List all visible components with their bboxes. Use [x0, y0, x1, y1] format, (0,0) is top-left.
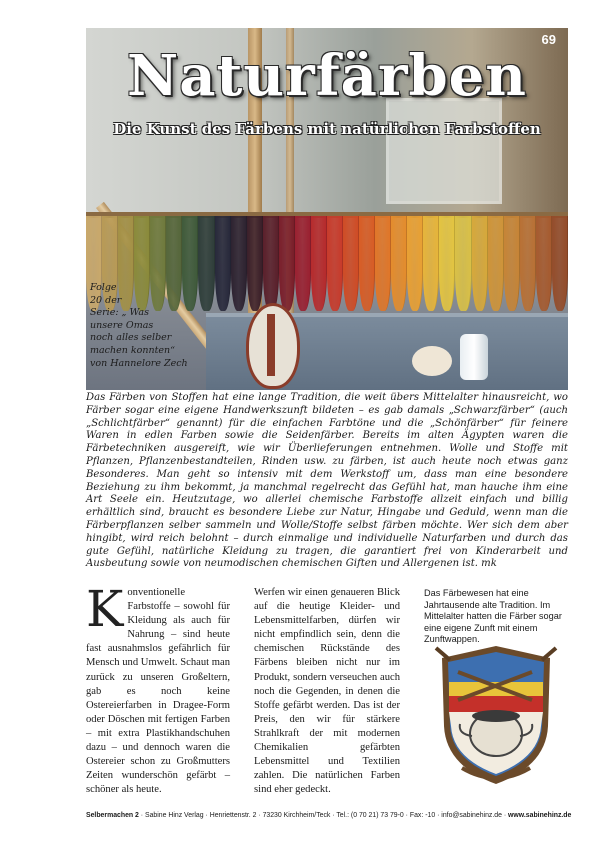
yarn-skein: [359, 216, 375, 311]
body-column-1: [86, 580, 230, 797]
yarn-skein: [455, 216, 471, 311]
yarn-skein: [198, 216, 214, 311]
yarn-skein: [407, 216, 423, 311]
series-note-line: 20 der: [90, 294, 122, 306]
yarn-skein: [520, 216, 536, 311]
series-note-line: von Hannelore Zech: [90, 357, 188, 369]
photo-shield: [246, 303, 300, 389]
yarn-skein: [295, 216, 311, 311]
photo-window: [386, 98, 502, 204]
footer-website-link[interactable]: www.sabinehinz.de: [508, 812, 572, 819]
yarn-skein: [552, 216, 568, 311]
series-note: [90, 282, 194, 370]
hero-photo: [86, 28, 568, 390]
yarn-skein: [215, 216, 231, 311]
yarn-skein: [343, 216, 359, 311]
page-title: Naturfärben: [127, 43, 527, 109]
yarn-skein: [423, 216, 439, 311]
series-note-line: machen konnten“: [90, 344, 175, 356]
series-note-line: unsere Omas: [90, 319, 154, 331]
yarn-skein: [391, 216, 407, 311]
page-footer: [86, 812, 572, 819]
footer-address: · Sabine Hinz Verlag · Henriettenstr. 2 · 73230 Kirchheim/Teck · Tel.: (0 70 21) 73 79-0 · Fax: -10 · info@sabinehinz.de ·: [138, 812, 509, 819]
body-column-2: Werfen wir einen genaueren Blick auf die heutige Kleider- und Lebensmittelfarben, dürfen wir nicht empfindlich sein, denn die chemischen Rückstände des Färbens bleiben nicht nur im Produkt, sondern verseuchen auch noch die Gegenden, in denen die Stoffe gefärbt werden. Das ist der Preis, den wir für stärkere Strahlkraft der mit modernen Chemikalien gefärbten Lebensmittel und Textilien zahlen. Die natürlichen Farben sind eher gedeckt.: [254, 587, 400, 796]
crest-caption: Das Färbewesen hat eine Jahrtausende alte Tradition. Im Mittelalter hatten die Färber sogar eine eigene Zunft mit einem Zunftwappen.: [424, 588, 562, 645]
yarn-skein: [279, 216, 295, 311]
series-note-line: Serie: „ Was: [90, 307, 149, 319]
yarn-skein: [247, 216, 263, 311]
yarn-skein: [536, 216, 552, 311]
dropcap: K: [86, 580, 124, 638]
yarn-skein: [375, 216, 391, 311]
yarn-skein: [488, 216, 504, 311]
yarn-skein: [327, 216, 343, 311]
yarn-skein: [311, 216, 327, 311]
footer-publication: Selbermachen 2: [86, 812, 139, 819]
page-number: 69: [541, 32, 556, 47]
yarn-skein: [263, 216, 279, 311]
photo-pot: [412, 346, 452, 376]
yarn-skein: [504, 216, 520, 311]
series-note-line: Folge: [90, 282, 117, 293]
body-column-1-text: onventionelle Farbstoffe – sowohl für Kleidung als auch für Nahrung – sind heute fast ausnahmslos gefährlich für Mensch und Umwelt. Schaut man zurück zu unseren Großeltern, gab es noch keine Ostereierfarben in Dragee-Form oder Döschen mit fertigen Farben – mit extra Plastikhandschuhen dazu – und dennoch waren die Ostereier schon zu Großmutters Zeiten wunderschön gefärbt – schöner als heute.: [86, 587, 230, 796]
yarn-skein: [439, 216, 455, 311]
series-note-line: noch alles selber: [90, 332, 172, 344]
photo-glass-jar: [460, 334, 488, 380]
yarn-skein: [472, 216, 488, 311]
page-subtitle: Die Kunst des Färbens mit natürlichen Farbstoffen: [113, 120, 541, 138]
intro-paragraph: Das Färben von Stoffen hat eine lange Tradition, die weit übers Mittelalter hinausreicht, wo Färber sogar eine eigene Handwerkszunft bildeten – es gab damals „Schwarzfärber“ (auch „Schlichtfärber“ genannt) für die einfachen Farbtöne und die „Schönfärber“ für feinere Waren in edlen Farben sowie die Seidenfärber. Bereits im alten Ägypten waren die Färbetechniken ausgereift, wie wir Überlieferungen entnehmen. Wolle und Stoffe mit Pflanzen, Pflanzenbestandteilen, Rinden usw. zu färben, ist auch heute noch etwas ganz Besonderes. Man geht so intensiv mit dem Werkstoff um, dass man eine besondere Beziehung zu ihm bekommt, ja manchmal regelrecht das Gefühl hat, man hauche ihm eine Art Seele ein. Heutzutage, wo allerlei chemische Farbstoffe allzeit einfach und billig erhältlich sind, braucht es besondere Liebe zur Natur, Hingabe und Geduld, wenn man die Färberpflanzen selber sammeln und Wolle/Stoffe selbst färben möchte. Wer sich dem aber hingibt, wird reich belohnt – durch einmalige und individuelle Naturfarben und durch das gute Gefühl, natürliche Kleidung zu tragen, die garantiert frei von Kinderarbeit und Ausbeutung sowie von neumodischen chemischen Giften und Allergenen ist. mk: [86, 392, 568, 570]
guild-crest-image: [428, 638, 564, 788]
yarn-skein: [231, 216, 247, 311]
